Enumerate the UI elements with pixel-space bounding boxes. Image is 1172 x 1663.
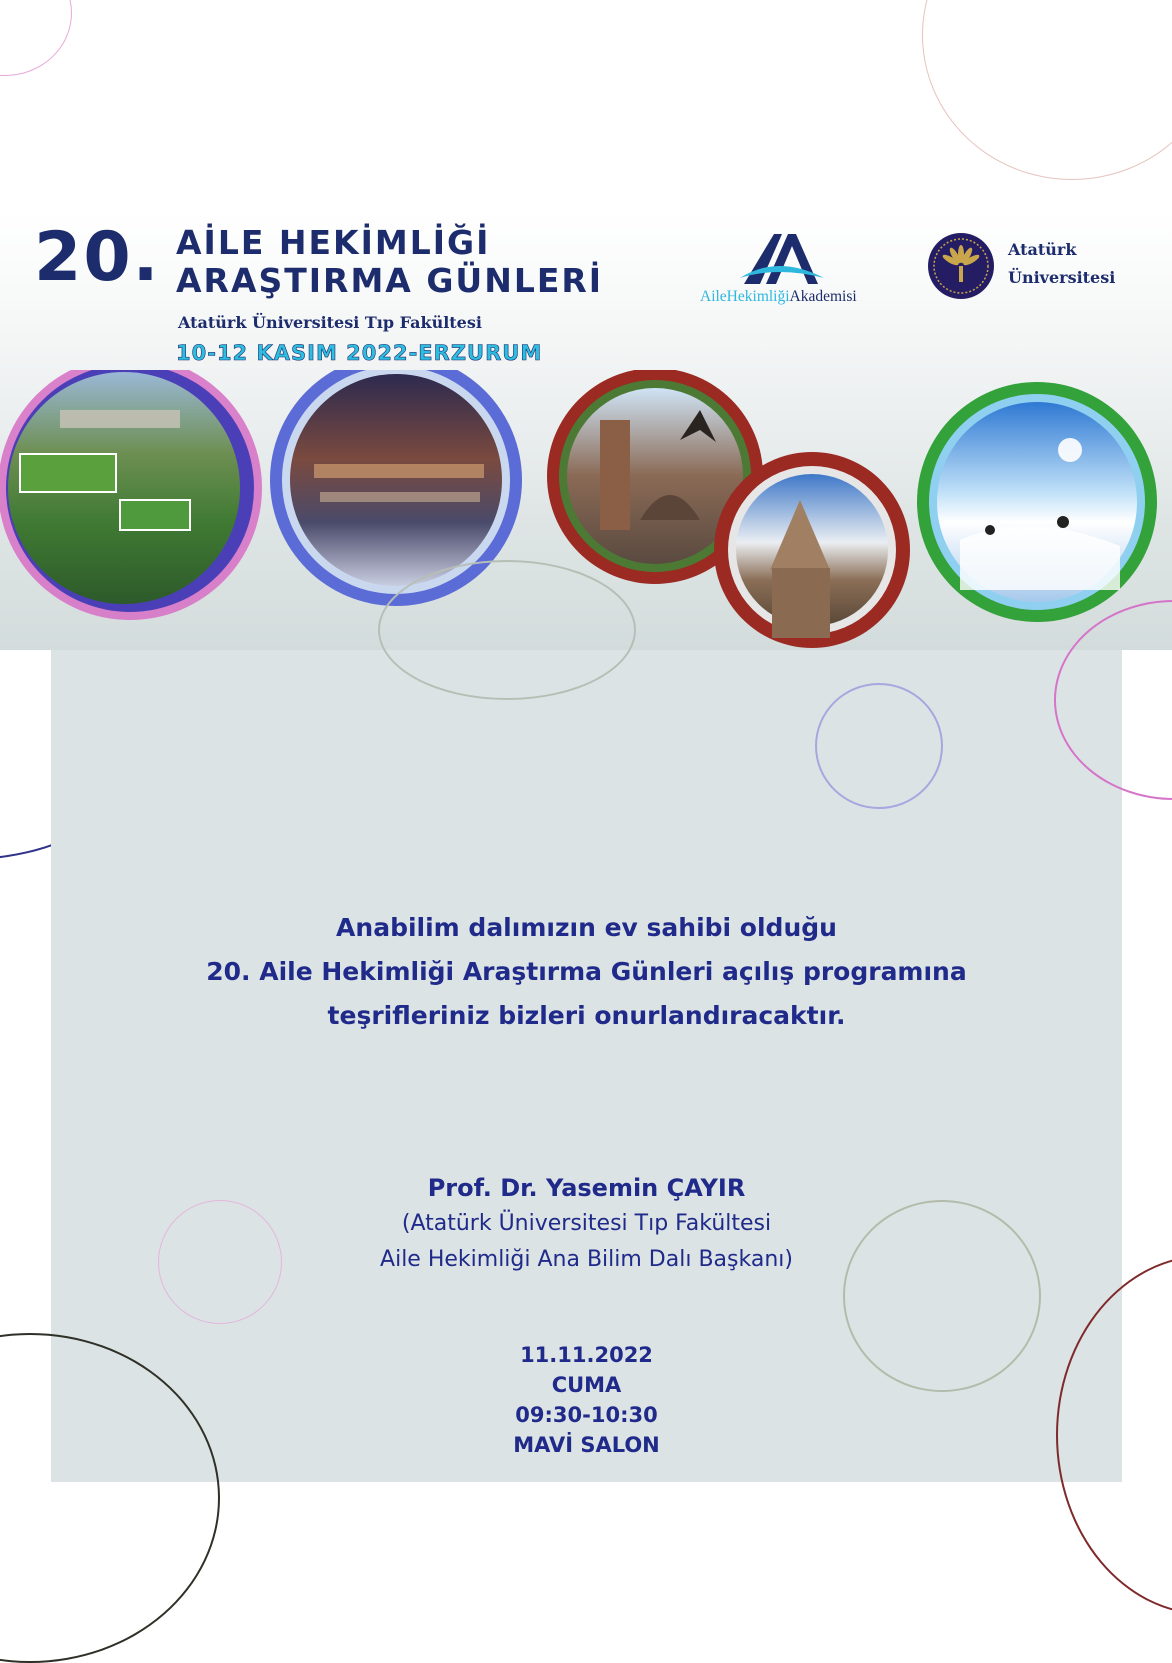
academy-name [700,288,900,306]
speaker-block [51,1170,1122,1278]
edition-number: 20. [34,218,161,297]
photo-circle-campus [0,370,262,620]
host-faculty: Atatürk Üniversitesi Tıp Fakültesi [178,313,482,332]
academy-mark-icon [700,226,900,288]
speaker-affiliation-line1: (Atatürk Üniversitesi Tıp Fakültesi [401,1211,772,1236]
invitation-line1: Anabilim dalımızın ev sahibi olduğu [336,913,837,942]
invitation-line3: teşrifleriniz bizleri onurlandıracaktır. [327,1001,846,1030]
aile-hekimligi-akademisi-logo [700,226,900,316]
event-venue: MAVİ SALON [513,1433,660,1457]
invitation-text [51,906,1122,1038]
speaker-affiliation-line2: Aile Hekimliği Ana Bilim Dalı Başkanı) [380,1247,793,1272]
conference-title-line1: AİLE HEKİMLİĞİ [176,223,491,262]
academy-name-part1: AileHekimliği [700,288,790,305]
event-time: 09:30-10:30 [515,1403,658,1427]
conference-dates: 10-12 KASIM 2022-ERZURUM [176,341,543,365]
photo-circle-historic-dome [714,452,910,648]
university-name [1008,236,1115,292]
decorative-circle-lavender [815,683,943,809]
event-day: CUMA [551,1373,622,1397]
event-details [51,1340,1122,1460]
conference-title-line2: ARAŞTIRMA GÜNLERİ [176,261,604,300]
university-name-line2: Üniversitesi [1008,268,1116,287]
decorative-circle-topleft [0,0,72,76]
event-date: 11.11.2022 [520,1343,653,1367]
academy-name-part2: Akademisi [789,288,857,305]
decorative-circle-gray-top [378,560,636,700]
university-name-line1: Atatürk [1008,240,1077,259]
invitation-line2: 20. Aile Hekimliği Araştırma Günleri açılış programına [206,957,967,986]
decorative-circle-topright [922,0,1172,180]
speaker-name: Prof. Dr. Yasemin ÇAYIR [427,1174,746,1202]
photo-circle-ski-slopes [917,382,1157,622]
ataturk-university-seal-icon [927,232,995,300]
